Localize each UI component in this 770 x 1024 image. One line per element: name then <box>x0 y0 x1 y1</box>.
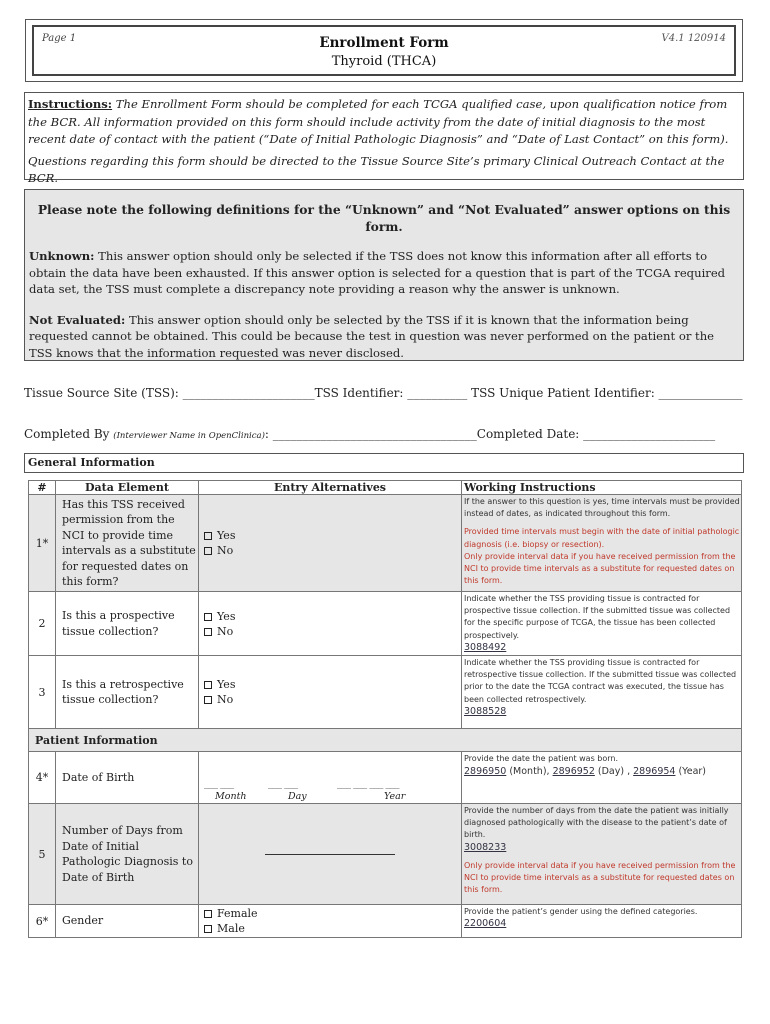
entry-alternatives <box>199 804 462 905</box>
not-evaluated-label: Not Evaluated: <box>29 312 126 327</box>
working-instructions <box>462 592 742 656</box>
days-input-line[interactable] <box>265 854 395 855</box>
completed-by-line[interactable] <box>24 427 715 441</box>
enrollment-table <box>28 480 742 938</box>
table-row <box>29 656 742 729</box>
checkbox[interactable] <box>204 613 212 621</box>
questions-note: Questions regarding this form should be directed to the Tissue Source Site’s primary Clinical Outreach Contact at the BCR. <box>28 153 725 185</box>
option-yes[interactable] <box>204 528 460 543</box>
option-male[interactable] <box>204 921 460 936</box>
unknown-text: This answer option should only be selected if the TSS does not know this information after all efforts to obtain the data have been exhausted. If this answer option is selected for a question that is part of the TCGA required data set, the TSS must complete a discrepancy note providing a reason why the answer is unknown. <box>29 249 726 296</box>
year-label: Year <box>384 790 406 802</box>
row-number: 6* <box>29 905 56 938</box>
row-number: 1* <box>29 495 56 592</box>
instruction-text: Provide the date the patient was born. <box>464 754 619 764</box>
row-number: 5 <box>29 804 56 905</box>
instruction-text: Indicate whether the TSS providing tissue is contracted for prospective tissue collection. If the submitted tissue was collected for the specific purpose of TCGA, the tissue has been collected prospectively. <box>464 594 731 640</box>
completed-date-field[interactable]: : __________________________________Completed Date: ______________________ <box>264 427 716 441</box>
instructions-text: The Enrollment Form should be completed for each TCGA qualified case, upon qualification notice from the BCR. All information provided on this form should include activity from the date of initial diagnosis to the most recent date of contact with the patient (“Date of Initial Pathologic Diagnosis” and “Date of Last Contact” on this form). <box>28 97 729 146</box>
instruction-warning: Provided time intervals must begin with the date of initial pathologic diagnosis (i.e. biopsy or resection). <box>464 527 740 549</box>
unknown-definition <box>29 248 739 298</box>
form-header-inner <box>32 25 736 76</box>
column-header-entry-alternatives: Entry Alternatives <box>199 481 462 495</box>
month-label: Month <box>215 790 247 802</box>
definitions-box <box>24 189 744 361</box>
form-subtitle: Thyroid (THCA) <box>331 54 437 69</box>
checkbox[interactable] <box>204 681 212 689</box>
definitions-title: Please note the following definitions for the “Unknown” and “Not Evaluated” answer options on this form. <box>37 202 731 234</box>
table-row <box>29 592 742 656</box>
date-of-birth-fields <box>199 754 460 802</box>
working-instructions <box>462 804 742 905</box>
month-field[interactable]: ___ ___ <box>204 777 234 789</box>
instruction-warning: Only provide interval data if you have received permission from the NCI to provide time intervals as a substitute for requested dates on this form. <box>464 860 736 895</box>
instruction-text: If the answer to this question is yes, time intervals must be provided instead of dates, as indicated throughout this form. <box>464 497 740 519</box>
entry-alternatives <box>199 495 462 592</box>
option-no[interactable] <box>204 692 460 707</box>
option-label: Yes <box>217 609 236 623</box>
instructions-box <box>24 92 744 185</box>
option-yes[interactable] <box>204 677 460 692</box>
entry-alternatives <box>199 592 462 656</box>
working-instructions <box>462 656 742 729</box>
entry-alternatives <box>199 656 462 729</box>
table-row <box>29 752 742 804</box>
not-evaluated-text: This answer option should only be selected by the TSS if it is known that the information being requested cannot be obtained. This could be because the test in question was never performed on the patient or the TSS knows that the information requested was never disclosed. <box>29 312 715 360</box>
data-element: Has this TSS received permission from the NCI to provide time intervals as a substitute for requested dates on this form? <box>56 495 199 592</box>
unknown-label: Unknown: <box>29 249 95 263</box>
cde-links <box>464 766 740 778</box>
option-label: Male <box>217 922 245 936</box>
cde-link[interactable]: 2896950 <box>464 766 507 778</box>
working-instructions <box>462 752 742 804</box>
option-no[interactable] <box>204 543 460 558</box>
table-row <box>29 905 742 938</box>
day-field[interactable]: ___ ___ <box>268 777 298 789</box>
option-label: No <box>217 544 234 557</box>
instruction-text: Indicate whether the TSS providing tissue is contracted for retrospective tissue collection. If the submitted tissue was collected prior to the date the TCGA contract was executed, the tissue has been collected retrospectively. <box>464 658 737 704</box>
instruction-text: Provide the number of days from the date the patient was initially diagnosed pathologically with the disease to the patient’s date of birth. <box>464 806 729 840</box>
option-label: No <box>217 624 234 638</box>
checkbox[interactable] <box>204 925 212 933</box>
column-header-number: # <box>29 481 56 495</box>
data-element: Is this a retrospective tissue collection? <box>56 656 199 729</box>
cde-link[interactable]: 3088528 <box>464 705 507 717</box>
instruction-text: Provide the patient’s gender using the defined categories. <box>464 907 698 917</box>
working-instructions <box>462 495 742 592</box>
tss-identification-line[interactable]: Tissue Source Site (TSS): ______________________TSS Identifier: __________ TSS Unique Patient Identifier: ______________ <box>24 386 743 400</box>
option-label: No <box>217 693 234 707</box>
column-header-data-element: Data Element <box>56 481 199 495</box>
cde-suffix: (Day) , <box>594 766 634 778</box>
page-number: Page 1 <box>42 33 77 44</box>
general-information-header: General Information <box>24 453 744 473</box>
form-title: Enrollment Form <box>319 35 449 51</box>
working-instructions <box>462 905 742 938</box>
cde-suffix: (Month), <box>506 766 553 778</box>
completed-by-label: Completed By <box>24 427 114 441</box>
option-label: Yes <box>217 678 236 692</box>
instructions-label: Instructions: <box>28 97 113 111</box>
form-header <box>25 19 743 82</box>
checkbox[interactable] <box>204 910 212 918</box>
year-field[interactable]: ___ ___ ___ ___ <box>337 777 400 789</box>
cde-link[interactable]: 3008233 <box>464 841 507 853</box>
data-element: Gender <box>56 905 199 938</box>
option-female[interactable] <box>204 906 460 921</box>
data-element: Is this a prospective tissue collection? <box>56 592 199 656</box>
instructions-paragraph <box>28 96 740 149</box>
cde-link[interactable]: 2896954 <box>633 766 676 778</box>
option-yes[interactable] <box>204 609 460 624</box>
patient-information-row <box>29 729 742 752</box>
checkbox[interactable] <box>204 547 212 555</box>
not-evaluated-definition <box>29 312 739 362</box>
patient-information-header: Patient Information <box>29 729 742 752</box>
table-header-row <box>29 481 742 495</box>
option-no[interactable] <box>204 624 460 639</box>
option-label: Yes <box>217 529 236 542</box>
checkbox[interactable] <box>204 532 212 540</box>
row-number: 3 <box>29 656 56 729</box>
data-element: Number of Days from Date of Initial Pathologic Diagnosis to Date of Birth <box>56 804 199 905</box>
column-header-working-instructions: Working Instructions <box>462 481 742 495</box>
option-label: Female <box>217 907 258 921</box>
instruction-warning: Only provide interval data if you have received permission from the NCI to provide time intervals as a substitute for requested dates on this form. <box>464 551 736 586</box>
table-row <box>29 495 742 592</box>
cde-suffix: (Year) <box>675 766 706 778</box>
data-element: Date of Birth <box>56 752 199 804</box>
row-number: 4* <box>29 752 56 804</box>
form-version: V4.1 120914 <box>661 33 726 44</box>
entry-alternatives <box>199 905 462 938</box>
day-label: Day <box>288 790 307 802</box>
cde-link[interactable]: 2896952 <box>552 766 595 778</box>
table-row <box>29 804 742 905</box>
cde-link[interactable]: 3088492 <box>464 641 507 653</box>
interviewer-note: (Interviewer Name in OpenClinica) <box>113 431 265 441</box>
checkbox[interactable] <box>204 628 212 636</box>
row-number: 2 <box>29 592 56 656</box>
checkbox[interactable] <box>204 696 212 704</box>
cde-link[interactable]: 2200604 <box>464 918 507 930</box>
date-of-birth-entry <box>199 752 462 804</box>
